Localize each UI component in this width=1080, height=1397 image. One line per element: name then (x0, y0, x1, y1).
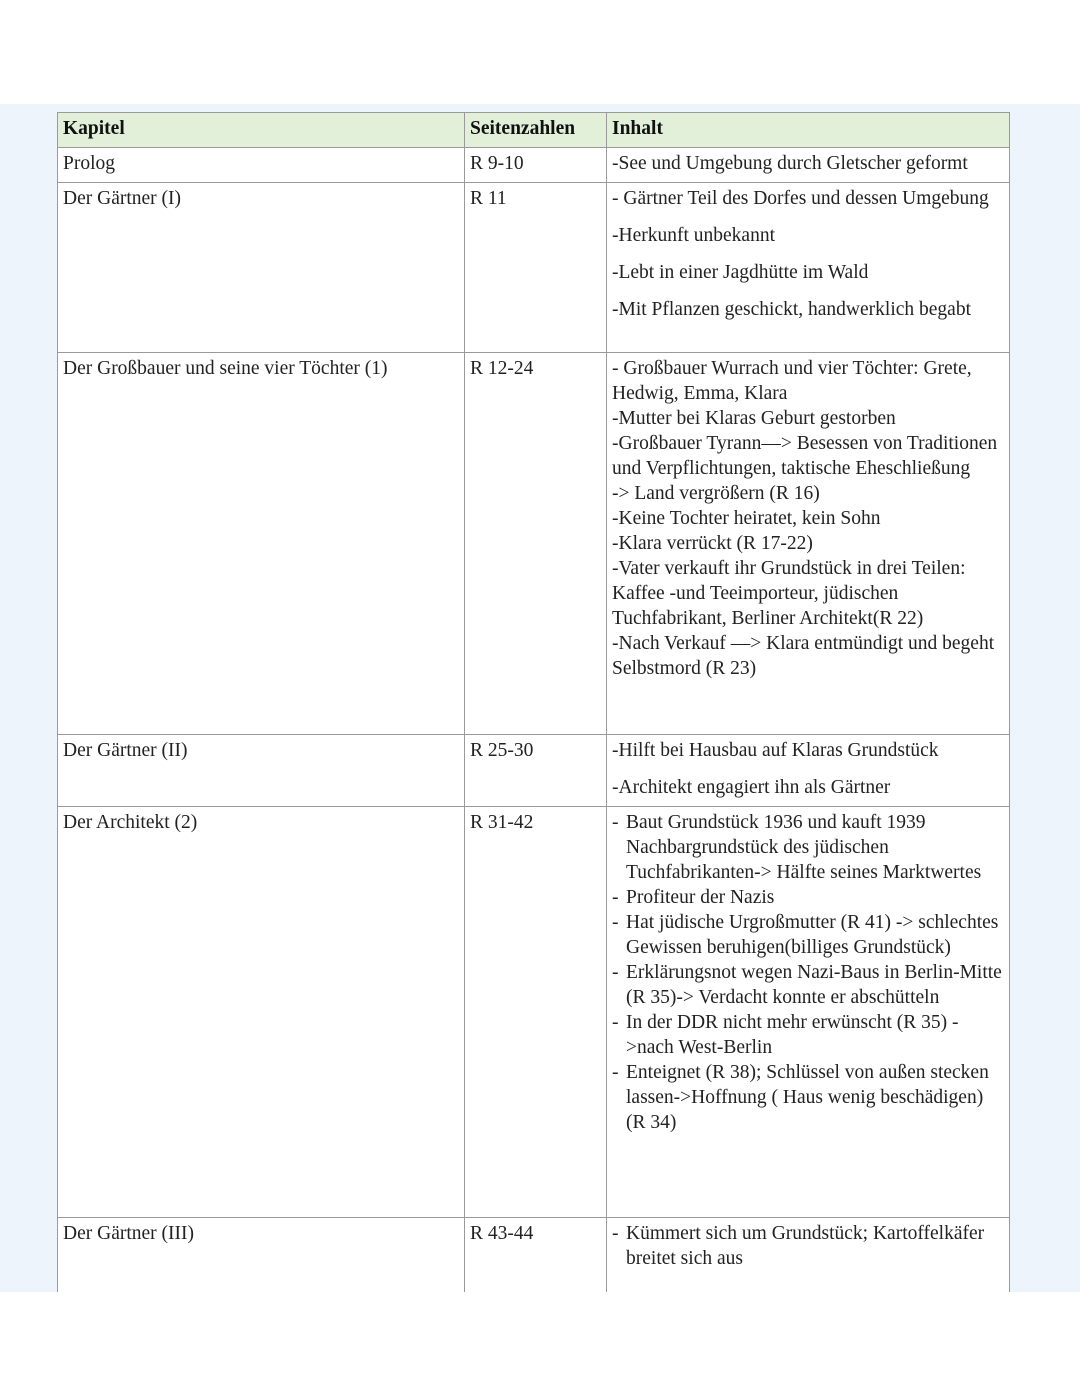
page-bottom-margin (0, 1292, 1080, 1397)
list-item: - Enteignet (R 38); Schlüssel von außen stecken lassen->Hoffnung ( Haus wenig beschädigen) (R 34) (612, 1060, 1004, 1135)
inhalt-line: -Vater verkauft ihr Grundstück in drei Teilen: Kaffee -und Teeimporteur, jüdischen Tuchfabrikant, Berliner Architekt(R 22) (612, 558, 966, 629)
inhalt-line: -Keine Tochter heiratet, kein Sohn (612, 508, 881, 529)
header-kapitel: Kapitel (58, 113, 465, 148)
cell-inhalt (607, 353, 1010, 735)
list-item: - Profiteur der Nazis (612, 885, 1004, 910)
inhalt-line: -Großbauer Tyrann—> Besessen von Traditionen und Verpflichtungen, taktische Eheschließung (612, 433, 998, 479)
inhalt-line: - Gärtner Teil des Dorfes und dessen Umgebung (612, 188, 989, 209)
cell-inhalt (607, 807, 1010, 1218)
inhalt-line: -Hilft bei Hausbau auf Klaras Grundstück (612, 740, 939, 761)
cell-seiten: R 9-10 (465, 148, 607, 183)
inhalt-line: -Nach Verkauf —> Klara entmündigt und begeht Selbstmord (R 23) (612, 633, 995, 679)
list-item: - Baut Grundstück 1936 und kauft 1939 Nachbargrundstück des jüdischen Tuchfabrikanten-> Hälfte seines Marktwertes (612, 810, 1004, 885)
header-inhalt: Inhalt (607, 113, 1010, 148)
inhalt-line: -Architekt engagiert ihn als Gärtner (612, 777, 891, 798)
cell-inhalt (607, 183, 1010, 353)
table-row (58, 1218, 1010, 1298)
inhalt-line: -Lebt in einer Jagdhütte im Wald (612, 262, 869, 283)
table-row (58, 183, 1010, 353)
inhalt-line: - Großbauer Wurrach und vier Töchter: Grete, Hedwig, Emma, Klara (612, 358, 972, 404)
inhalt-line: -Klara verrückt (R 17-22) (612, 533, 813, 554)
cell-inhalt (607, 148, 1010, 183)
list-item: - Erklärungsnot wegen Nazi-Baus in Berlin-Mitte (R 35)-> Verdacht konnte er abschütteln (612, 960, 1004, 1010)
cell-kapitel: Der Architekt (2) (58, 807, 465, 1218)
cell-kapitel: Der Großbauer und seine vier Töchter (1) (58, 353, 465, 735)
inhalt-line: -Herkunft unbekannt (612, 225, 775, 246)
inhalt-line: -> Land vergrößern (R 16) (612, 483, 820, 504)
list-item: - Kümmert sich um Grundstück; Kartoffelkäfer breitet sich aus (612, 1221, 1004, 1271)
inhalt-bullet-list (612, 810, 1004, 1135)
cell-kapitel: Prolog (58, 148, 465, 183)
cell-seiten: R 12-24 (465, 353, 607, 735)
inhalt-line: -See und Umgebung durch Gletscher geformt (612, 153, 968, 174)
table-row (58, 148, 1010, 183)
inhalt-bullet-list (612, 1221, 1004, 1271)
cell-inhalt (607, 1218, 1010, 1298)
inhalt-line: -Mit Pflanzen geschickt, handwerklich begabt (612, 299, 972, 320)
cell-kapitel: Der Gärtner (I) (58, 183, 465, 353)
inhalt-line: -Mutter bei Klaras Geburt gestorben (612, 408, 896, 429)
cell-seiten: R 25-30 (465, 735, 607, 807)
table-row (58, 735, 1010, 807)
cell-inhalt (607, 735, 1010, 807)
table-header-row (58, 113, 1010, 148)
list-item: - In der DDR nicht mehr erwünscht (R 35) ->nach West-Berlin (612, 1010, 1004, 1060)
cell-kapitel: Der Gärtner (II) (58, 735, 465, 807)
cell-seiten: R 31-42 (465, 807, 607, 1218)
table-row (58, 807, 1010, 1218)
cell-seiten: R 11 (465, 183, 607, 353)
chapter-summary-table (57, 112, 1010, 1298)
cell-kapitel: Der Gärtner (III) (58, 1218, 465, 1298)
header-seitenzahlen: Seitenzahlen (465, 113, 607, 148)
cell-seiten: R 43-44 (465, 1218, 607, 1298)
list-item: - Hat jüdische Urgroßmutter (R 41) -> schlechtes Gewissen beruhigen(billiges Grundstück) (612, 910, 1004, 960)
table-row (58, 353, 1010, 735)
